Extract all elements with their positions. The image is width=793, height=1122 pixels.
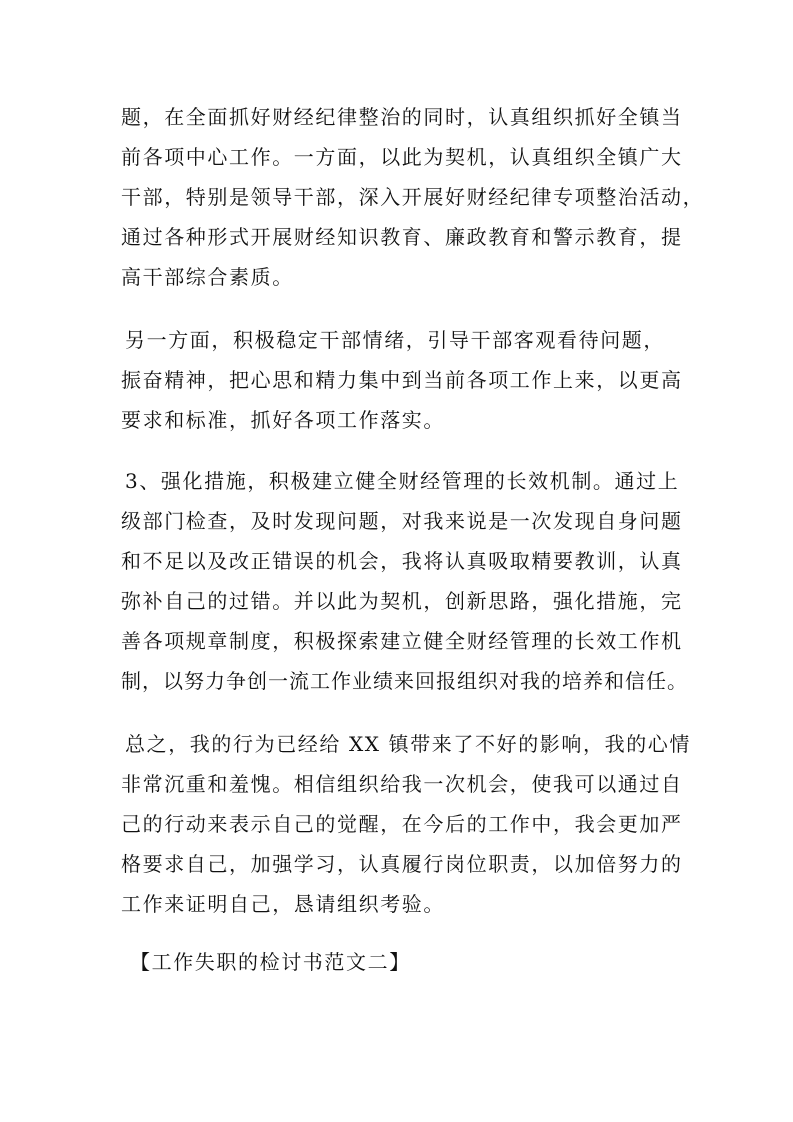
paragraph-line: 弥补自己的过错。并以此为契机，创新思路，强化措施，完 bbox=[121, 589, 683, 613]
paragraph-line: 要求和标准，抓好各项工作落实。 bbox=[121, 408, 445, 432]
paragraph-line: 非常沉重和羞愧。相信组织给我一次机会，使我可以通过自 bbox=[121, 772, 683, 796]
paragraph-line: 前各项中心工作。一方面，以此为契机，认真组织全镇广大 bbox=[121, 145, 683, 169]
paragraph-line: 己的行动来表示自己的觉醒，在今后的工作中，我会更加严 bbox=[121, 812, 683, 836]
heading-line: 【工作失职的检讨书范文二】 bbox=[130, 950, 411, 974]
paragraph-line: 另一方面，积极稳定干部情绪，引导干部客观看待问题， bbox=[125, 328, 665, 352]
paragraph-line: 级部门检查，及时发现问题，对我来说是一次发现自身问题 bbox=[121, 509, 683, 533]
paragraph-line: 高干部综合素质。 bbox=[121, 265, 294, 289]
paragraph-line: 振奋精神，把心思和精力集中到当前各项工作上来，以更高 bbox=[121, 368, 683, 392]
paragraph-line: 格要求自己，加强学习，认真履行岗位职责，以加倍努力的 bbox=[121, 852, 683, 876]
paragraph-line: 通过各种形式开展财经知识教育、廉政教育和警示教育，提 bbox=[121, 225, 683, 249]
paragraph-line: 干部，特别是领导干部，深入开展好财经纪律专项整治活动， bbox=[121, 185, 705, 209]
paragraph-line: 总之，我的行为已经给 XX 镇带来了不好的影响，我的心情 bbox=[125, 732, 691, 756]
paragraph-line: 制，以努力争创一流工作业绩来回报组织对我的培养和信任。 bbox=[121, 669, 688, 693]
paragraph-line: 3、强化措施，积极建立健全财经管理的长效机制。通过上 bbox=[125, 469, 680, 493]
paragraph-line: 善各项规章制度，积极探索建立健全财经管理的长效工作机 bbox=[121, 629, 683, 653]
paragraph-line: 和不足以及改正错误的机会，我将认真吸取精要教训，认真 bbox=[121, 549, 683, 573]
paragraph-line: 工作来证明自己，恳请组织考验。 bbox=[121, 892, 445, 916]
paragraph-line: 题，在全面抓好财经纪律整治的同时，认真组织抓好全镇当 bbox=[121, 105, 683, 129]
